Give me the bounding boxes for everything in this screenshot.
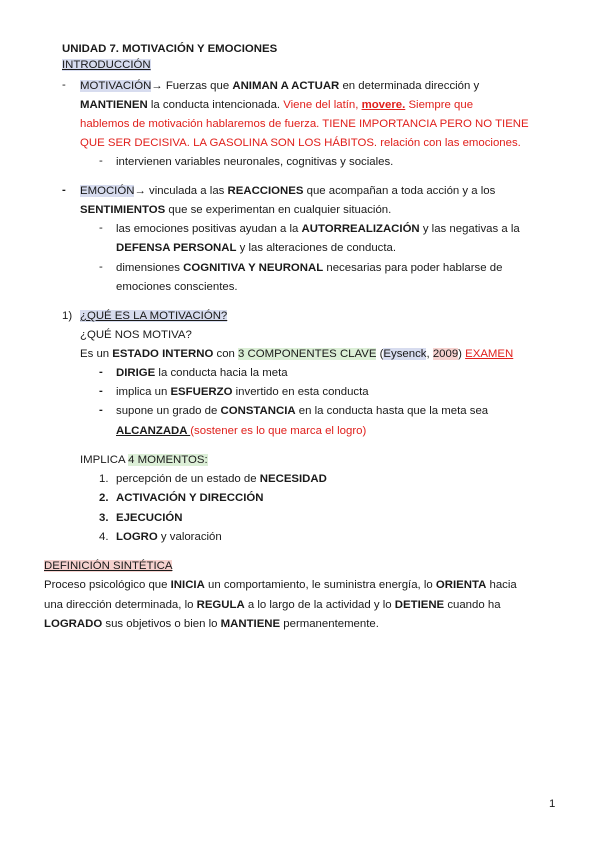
bullet-dash: -: [99, 222, 103, 234]
motivacion-line-3: hablemos de motivación hablaremos de fuerza. TIENE IMPORTANCIA PERO NO TIENE: [80, 118, 529, 130]
page-number: 1: [549, 798, 556, 810]
bullet-dash: -: [99, 155, 103, 167]
moment-3: EJECUCIÓN: [116, 512, 183, 524]
motivacion-line-1: MOTIVACIÓN→ Fuerzas que ANIMAN A ACTUAR en determinada dirección y: [80, 80, 480, 92]
emocion-sub-1-line-2: DEFENSA PERSONAL y las alteraciones de conducta.: [116, 242, 397, 254]
definicion-line-2: una dirección determinada, lo REGULA a lo largo de la actividad y lo DETIENE cuando ha: [44, 599, 501, 611]
moment-2: ACTIVACIÓN Y DIRECCIÓN: [116, 492, 264, 504]
moment-3-number: 3.: [99, 512, 109, 524]
emocion-sub-1-line-1: las emociones positivas ayudan a la AUTORREALIZACIÓN y las negativas a la: [116, 223, 520, 235]
moment-4-number: 4.: [99, 531, 109, 543]
bullet-dash: -: [99, 261, 103, 273]
definicion-line-1: Proceso psicológico que INICIA un comportamiento, le suministra energía, lo ORIENTA hacia: [44, 579, 517, 591]
component-item-3: supone un grado de CONSTANCIA en la conducta hasta que la meta sea: [116, 405, 489, 417]
section-1-heading: ¿QUÉ ES LA MOTIVACIÓN?: [80, 310, 228, 322]
motivacion-sub-1: intervienen variables neuronales, cognitivas y sociales.: [116, 156, 394, 168]
unit-title: UNIDAD 7. MOTIVACIÓN Y EMOCIONES: [62, 43, 278, 55]
intro-heading: INTRODUCCIÓN: [62, 59, 151, 71]
moment-1-number: 1.: [99, 473, 109, 485]
bullet-dash: -: [99, 385, 103, 397]
bullet-dash: -: [62, 184, 66, 196]
implica-line: IMPLICA 4 MOMENTOS:: [80, 454, 208, 466]
component-item-1: DIRIGE la conducta hacia la meta: [116, 367, 288, 379]
emocion-sub-2-line-2: emociones conscientes.: [116, 281, 238, 293]
section-1-number: 1): [62, 310, 73, 322]
definicion-heading: DEFINICIÓN SINTÉTICA: [44, 560, 173, 572]
component-item-3-line-2: ALCANZADA (sostener es lo que marca el logro): [116, 425, 367, 437]
emocion-sub-2-line-1: dimensiones COGNITIVA Y NEURONAL necesarias para poder hablarse de: [116, 262, 503, 274]
emocion-line-1: EMOCIÓN→ vinculada a las REACCIONES que acompañan a toda acción y a los: [80, 185, 496, 197]
bullet-dash: -: [99, 366, 103, 378]
section-1-question: ¿QUÉ NOS MOTIVA?: [80, 329, 192, 341]
moment-4: LOGRO y valoración: [116, 531, 222, 543]
definicion-line-3: LOGRADO sus objetivos o bien lo MANTIENE permanentemente.: [44, 618, 379, 630]
emocion-line-2: SENTIMIENTOS que se experimentan en cualquier situación.: [80, 204, 392, 216]
moment-1: percepción de un estado de NECESIDAD: [116, 473, 327, 485]
motivacion-line-4: QUE SER DECISIVA. LA GASOLINA SON LOS HÁBITOS. relación con las emociones.: [80, 137, 521, 149]
moment-2-number: 2.: [99, 492, 109, 504]
component-item-2: implica un ESFUERZO invertido en esta conducta: [116, 386, 369, 398]
section-1-estado-line: Es un ESTADO INTERNO con 3 COMPONENTES CLAVE (Eysenck, 2009) EXAMEN: [80, 348, 514, 360]
bullet-dash: -: [62, 79, 66, 91]
motivacion-line-2: MANTIENEN la conducta intencionada. Viene del latín, movere. Siempre que: [80, 99, 474, 111]
bullet-dash: -: [99, 404, 103, 416]
